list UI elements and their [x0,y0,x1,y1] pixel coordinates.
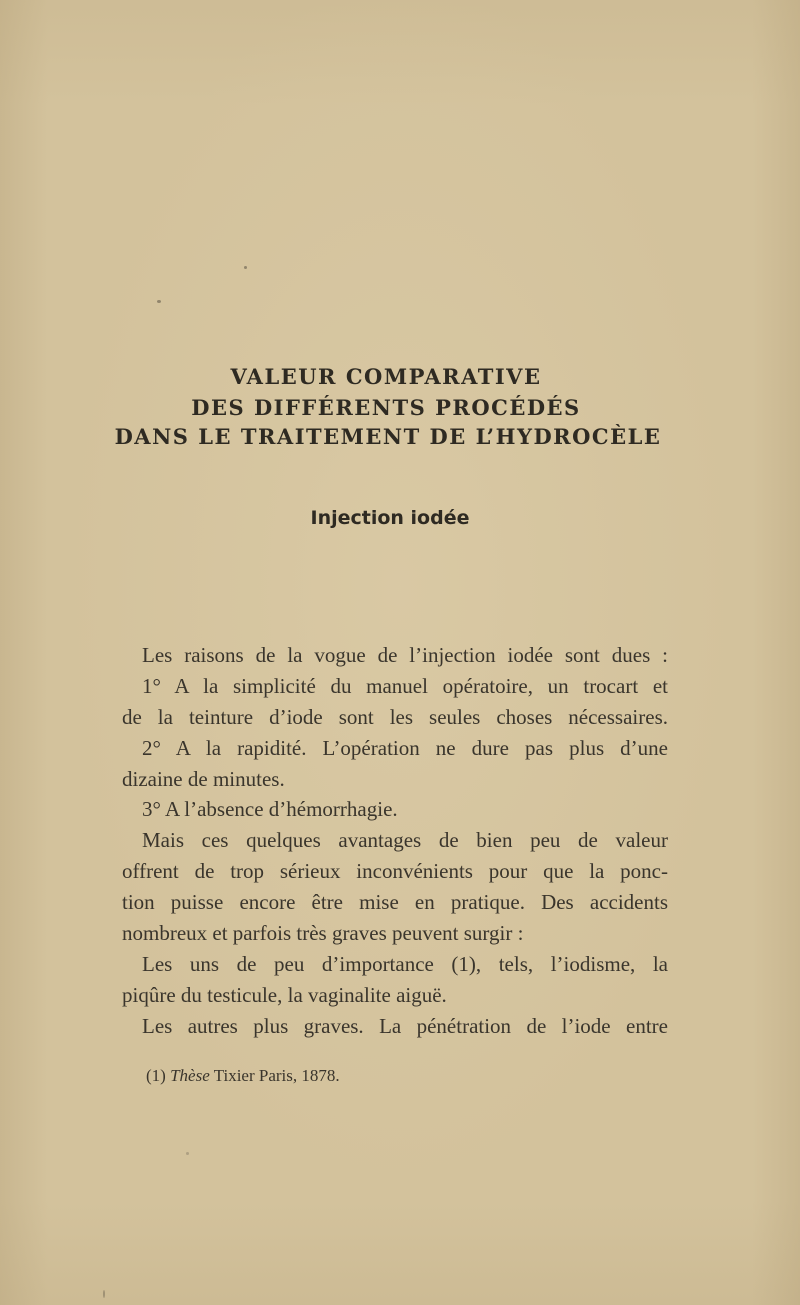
body-text [122,640,668,1042]
paper-speck [186,1152,189,1155]
body-line-5: dizaine de minutes. [122,766,285,791]
body-line-4: 2° A la rapidité. L’opération ne dure pas plus d’une [142,735,668,760]
body-line-8: offrent de trop sérieux inconvénients pour que la ponc- [122,859,668,884]
body-line-11: Les uns de peu d’importance (1), tels, l’iodisme, la [142,951,668,976]
body-line-10: nombreux et parfois très graves peuvent surgir : [122,921,524,946]
section-title: Injection iodée [310,507,470,529]
footnote-italic: Thèse [170,1066,210,1085]
heading-line-3: DANS LE TRAITEMENT DE L’HYDROCÈLE [114,424,662,449]
footnote-text: Tixier Paris, 1878. [213,1066,340,1085]
body-line-9: tion puisse encore être mise en pratique. Des accidents [122,890,668,915]
body-line-7: Mais ces quelques avantages de bien peu de valeur [142,828,668,853]
body-line-2: 1° A la simplicité du manuel opératoire, un trocart et [142,673,668,698]
heading-line-2: DES DIFFÉRENTS PROCÉDÉS [191,395,581,420]
paper-speck [244,266,247,269]
body-line-3: de la teinture d’iode sont les seules choses nécessaires. [122,704,668,729]
footnote [146,1066,340,1086]
body-line-12: piqûre du testicule, la vaginalite aiguë. [122,982,447,1007]
body-line-13: Les autres plus graves. La pénétration de l’iode entre [142,1013,668,1038]
paper-speck [103,1290,105,1298]
heading-line-1: VALEUR COMPARATIVE [230,364,542,389]
body-line-6: 3° A l’absence d’hémorrhagie. [142,797,398,822]
body-line-1: Les raisons de la vogue de l’injection iodée sont dues : [142,643,668,667]
paper-speck [157,300,161,303]
footnote-marker: (1) [146,1066,166,1085]
